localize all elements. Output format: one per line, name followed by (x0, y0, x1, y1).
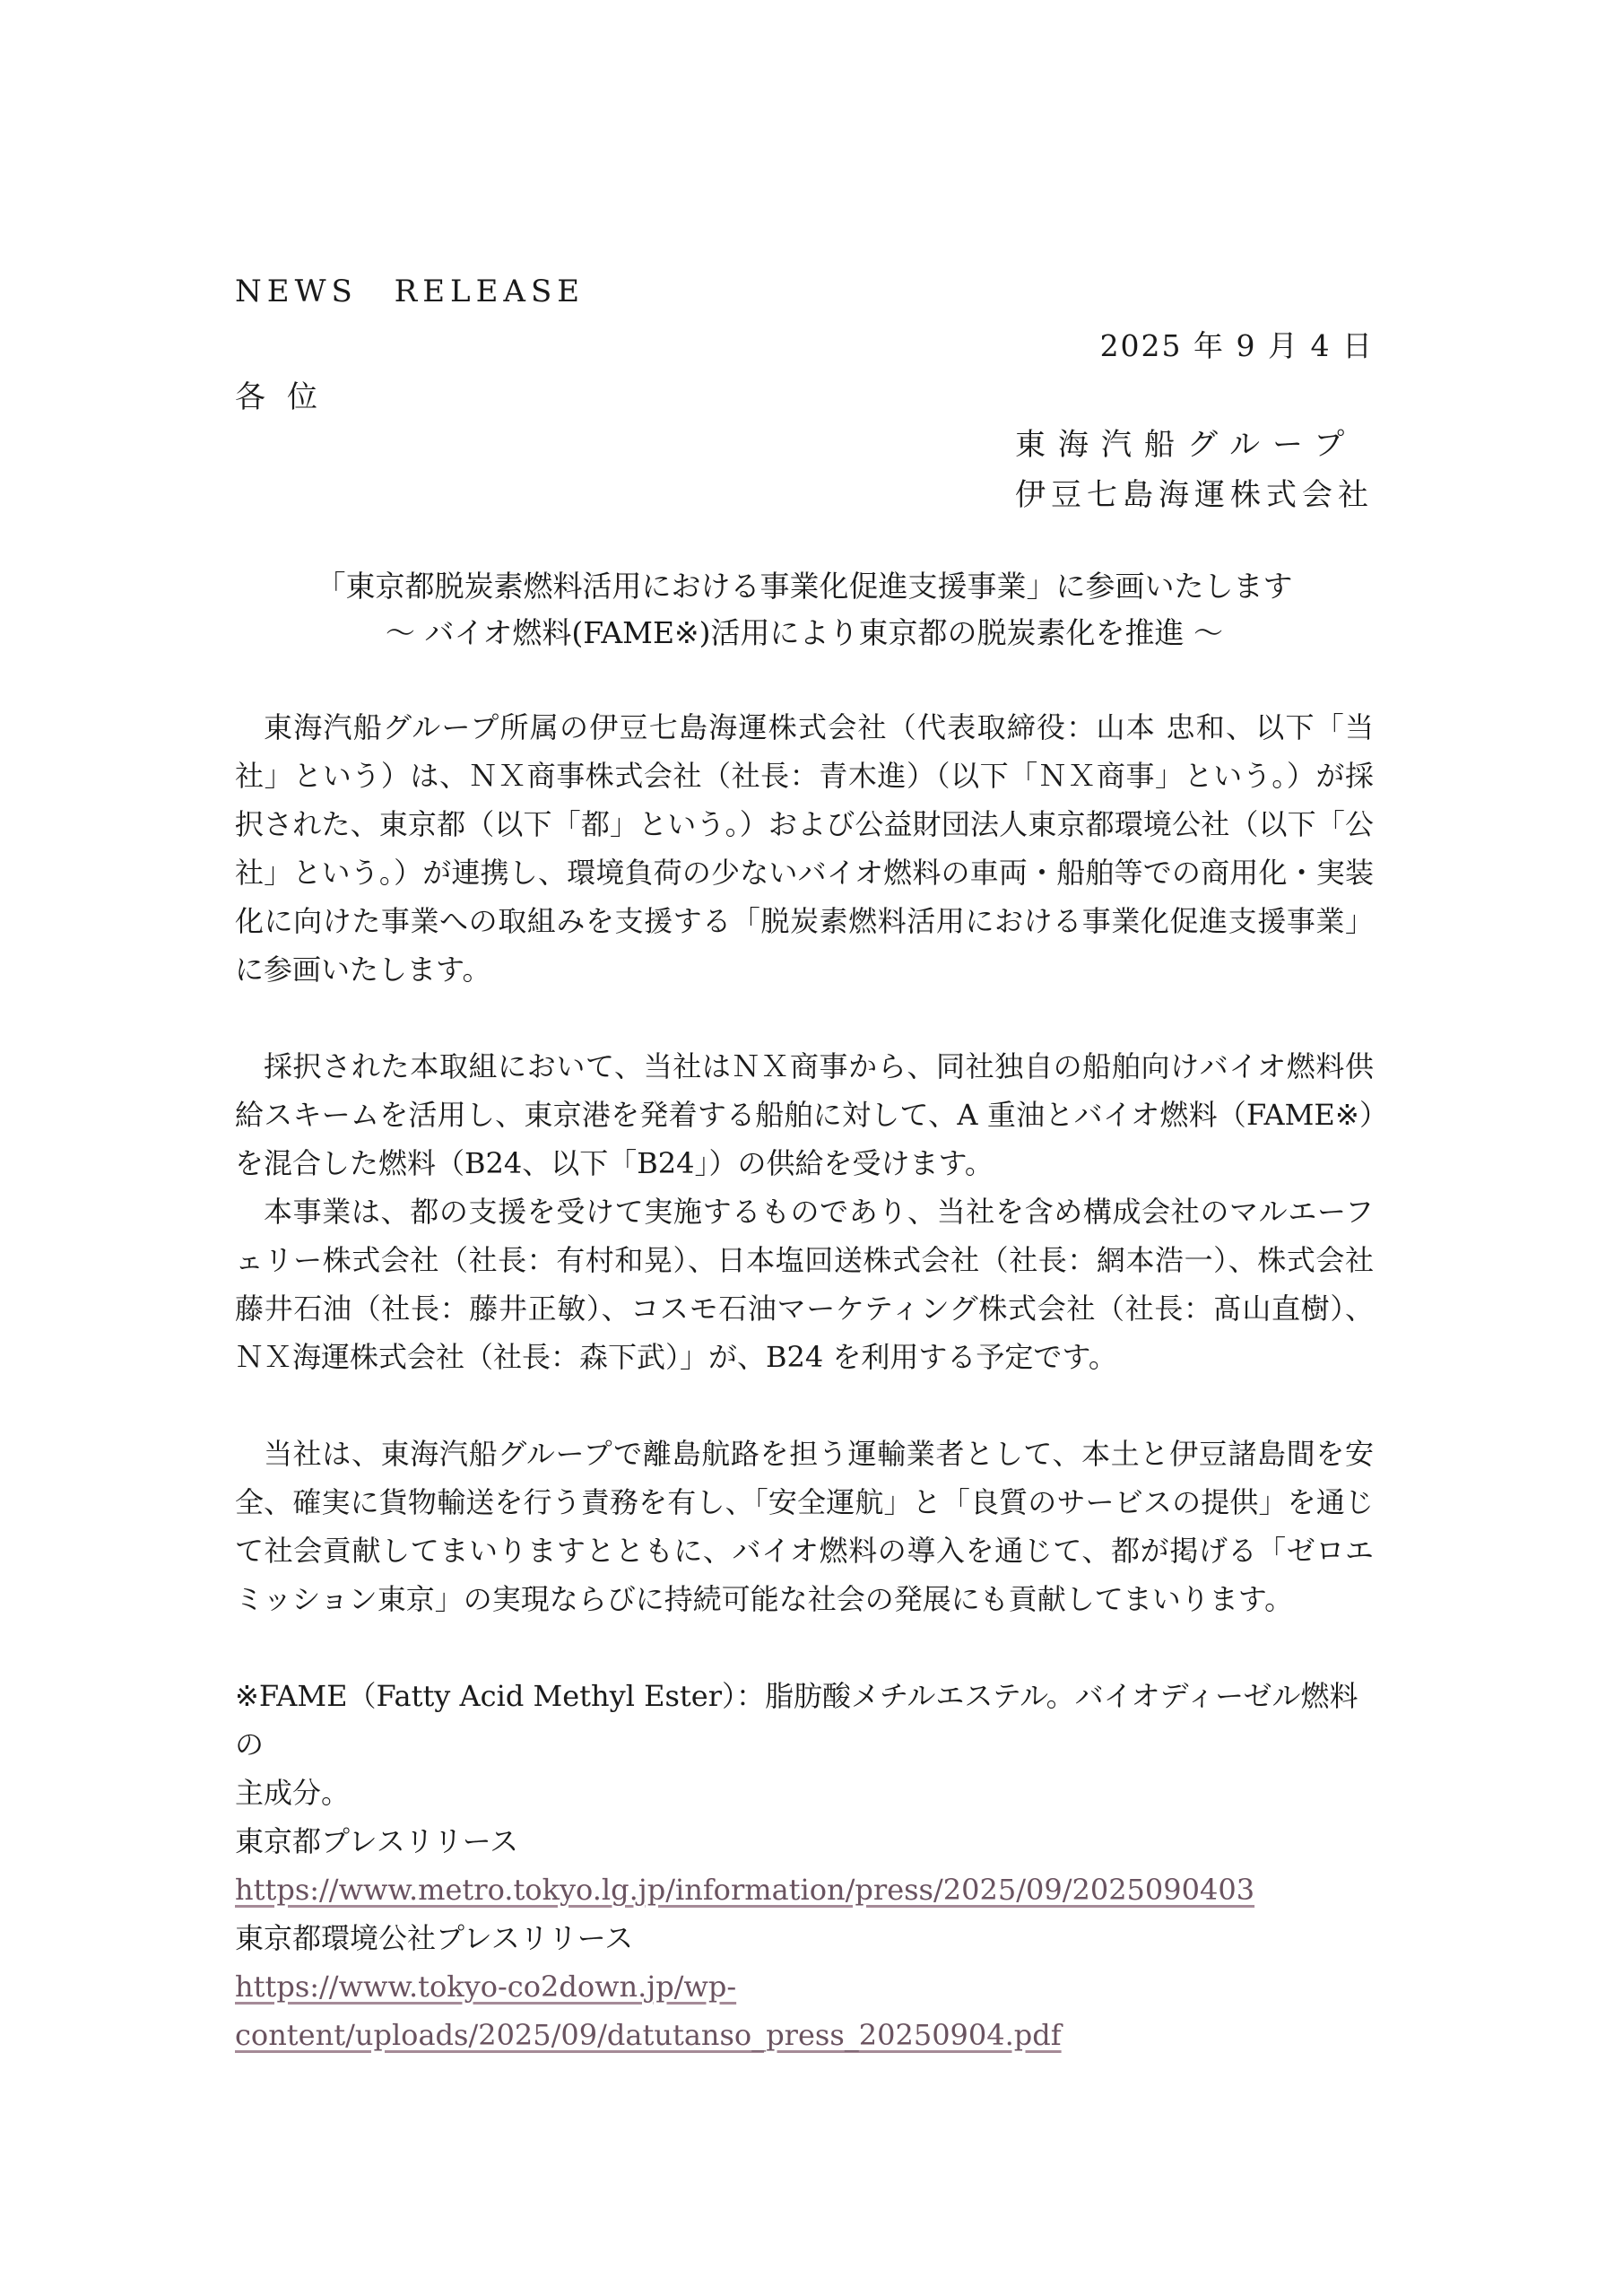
body-text (235, 703, 1374, 2059)
tokyo-press-release-label: 東京都プレスリリース (235, 1824, 519, 1858)
news-release-page (235, 0, 1374, 2296)
issuer-group-name: 東海汽船グループ (1015, 427, 1358, 463)
recipient-salutation: 各位 (235, 379, 339, 415)
tokyo-press-release-link[interactable]: https://www.metro.tokyo.lg.jp/information/press/2025/09/2025090403 (235, 1873, 1255, 1907)
kosha-press-release-link-line-2[interactable]: content/uploads/2025/09/datutanso_press_20250904.pdf (235, 2018, 1062, 2052)
kosha-press-release-label: 東京都環境公社プレスリリース (235, 1921, 634, 1955)
news-release-label: NEWS RELEASE (235, 274, 586, 309)
kosha-press-release-link-line-1[interactable]: https://www.tokyo-co2down.jp/wp- (235, 1970, 737, 2004)
headline-block (235, 563, 1374, 657)
issuer-company-name: 伊豆七島海運株式会社 (1015, 477, 1374, 513)
body-paragraph-2: 採択された本取組において、当社はＮＸ商事から、同社独自の船舶向けバイオ燃料供給スキームを活用し、東京港を発着する船舶に対して、A 重油とバイオ燃料（FAME※）を混合した燃料（B24、以下「B24」）の供給を受けます。 (235, 1049, 1374, 1180)
release-date: 2025 年 9 月 4 日 (1099, 328, 1374, 363)
body-paragraph-1: 東海汽船グループ所属の伊豆七島海運株式会社（代表取締役：山本 忠和、以下「当社」という）は、ＮＸ商事株式会社（社長：青木進）（以下「ＮＸ商事」という。）が採択された、東京都（以下「都」という。）および公益財団法人東京都環境公社（以下「公社」という。）が連携し、環境負荷の少ないバイオ燃料の車両・船舶等での商用化・実装化に向けた事業への取組みを支援する「脱炭素燃料活用における事業化促進支援事業」に参画いたします。 (235, 710, 1374, 987)
fame-footnote-line-1: ※FAME（Fatty Acid Methyl Ester）：脂肪酸メチルエステル。バイオディーゼル燃料の (235, 1679, 1358, 1761)
headline-subtitle: ～ バイオ燃料(FAME※)活用により東京都の脱炭素化を推進 ～ (385, 615, 1224, 650)
issuer-block (1015, 420, 1374, 520)
footnotes (235, 1672, 1374, 2059)
body-paragraph-4: 当社は、東海汽船グループで離島航路を担う運輸業者として、本土と伊豆諸島間を安全、確実に貨物輸送を行う責務を有し、「安全運航」と「良質のサービスの提供」を通じて社会貢献してまいりますとともに、バイオ燃料の導入を通じて、都が掲げる「ゼロエミッション東京」の実現ならびに持続可能な社会の発展にも貢献してまいります。 (235, 1437, 1374, 1616)
fame-footnote-line-2: 主成分。 (235, 1776, 351, 1810)
body-paragraph-3: 本事業は、都の支援を受けて実施するものであり、当社を含め構成会社のマルエーフェリー株式会社（社長：有村和晃）、日本塩回送株式会社（社長：網本浩一）、株式会社藤井石油（社長：藤井正敏）、コスモ石油マーケティング株式会社（社長：髙山直樹）、ＮＸ海運株式会社（社長：森下武）」が、B24 を利用する予定です。 (235, 1195, 1374, 1374)
headline-title: 「東京都脱炭素燃料活用における事業化促進支援事業」に参画いたします (316, 569, 1293, 604)
